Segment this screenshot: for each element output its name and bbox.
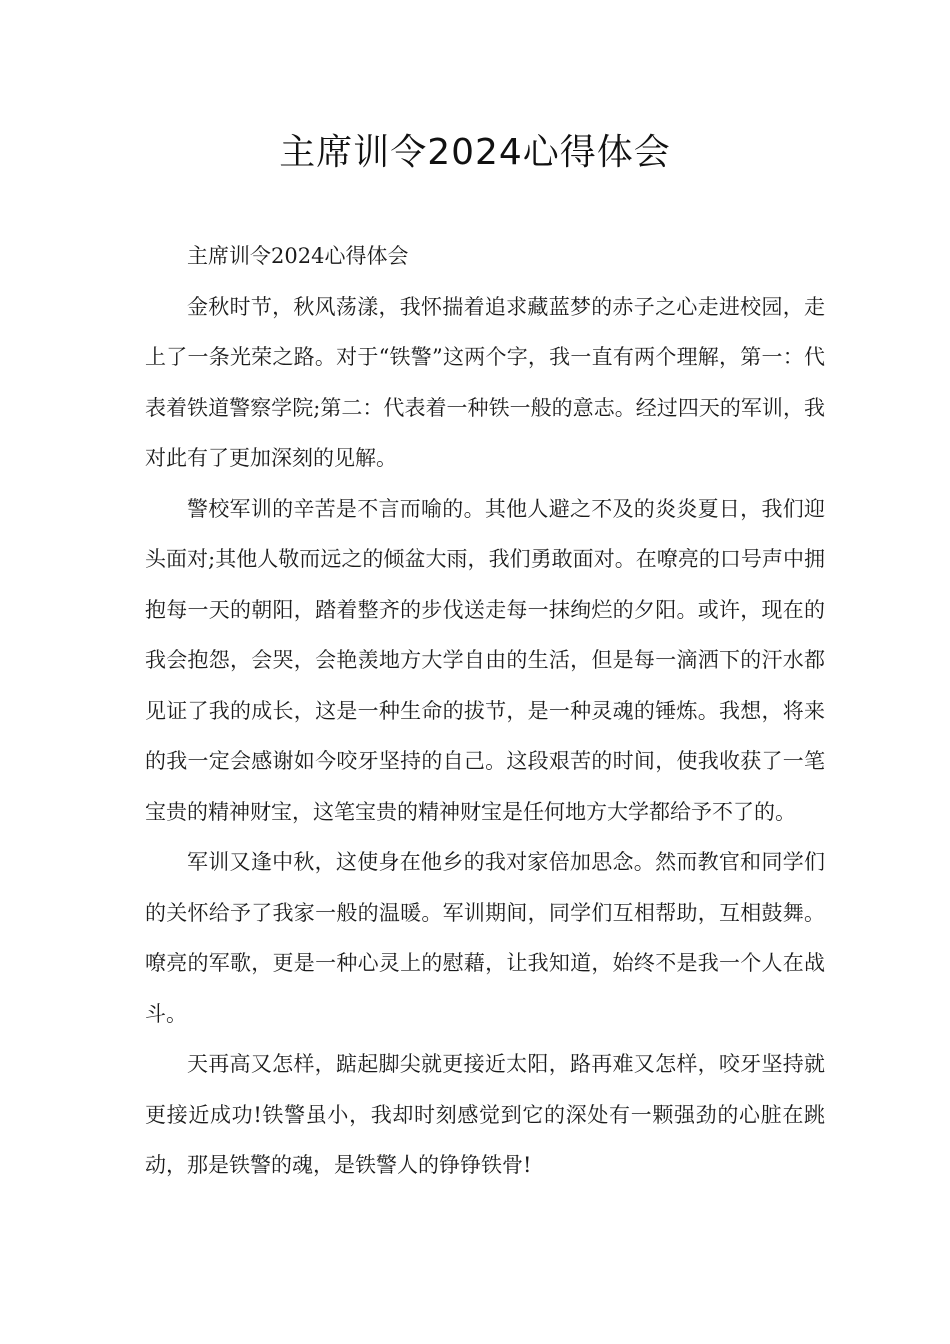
document-body bbox=[145, 231, 825, 1191]
paragraph-3: 军训又逢中秋，这使身在他乡的我对家倍加思念。然而教官和同学们的关怀给予了我家一般的温暖。军训期间，同学们互相帮助，互相鼓舞。嘹亮的军歌，更是一种心灵上的慰藉，让我知道，始终不是我一个人在战斗。 bbox=[145, 850, 825, 1026]
paragraph-subtitle: 主席训令2024心得体会 bbox=[187, 244, 409, 268]
paragraph-4: 天再高又怎样，踮起脚尖就更接近太阳，路再难又怎样，咬牙坚持就更接近成功!铁警虽小，我却时刻感觉到它的深处有一颗强劲的心脏在跳动，那是铁警的魂，是铁警人的铮铮铁骨! bbox=[145, 1052, 825, 1177]
paragraph-1: 金秋时节，秋风荡漾，我怀揣着追求藏蓝梦的赤子之心走进校园，走上了一条光荣之路。对于“铁警”这两个字，我一直有两个理解，第一：代表着铁道警察学院;第二：代表着一种铁一般的意志。经过四天的军训，我对此有了更加深刻的见解。 bbox=[145, 294, 825, 470]
paragraph-2: 警校军训的辛苦是不言而喻的。其他人避之不及的炎炎夏日，我们迎头面对;其他人敬而远之的倾盆大雨，我们勇敢面对。在嘹亮的口号声中拥抱每一天的朝阳，踏着整齐的步伐送走每一抹绚烂的夕阳。或许，现在的我会抱怨，会哭，会艳羡地方大学自由的生活，但是每一滴洒下的汗水都见证了我的成长，这是一种生命的拔节，是一种灵魂的锤炼。我想，将来的我一定会感谢如今咬牙坚持的自己。这段艰苦的时间，使我收获了一笔宝贵的精神财宝，这笔宝贵的精神财宝是任何地方大学都给予不了的。 bbox=[145, 496, 825, 824]
document-title: 主席训令2024心得体会 bbox=[279, 132, 671, 173]
